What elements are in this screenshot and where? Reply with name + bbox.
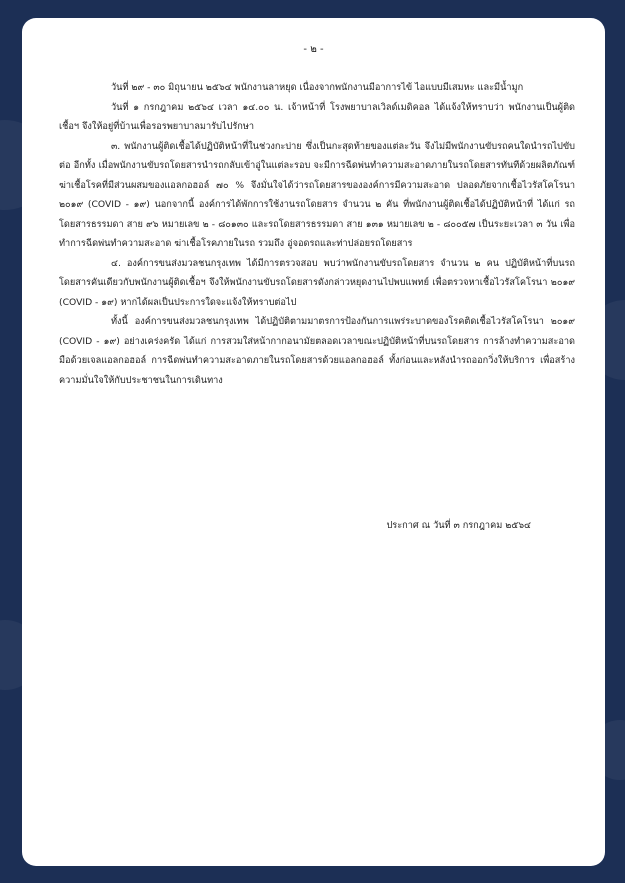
announcement-date: ประกาศ ณ วันที่ ๓ กรกฎาคม ๒๕๖๔ <box>386 520 531 531</box>
paragraph-1: วันที่ ๒๙ - ๓๐ มิถุนายน ๒๕๖๔ พนักงานลาหยุด เนื่องจากพนักงานมีอาการไข้ ไอแบบมีเสมหะ และมีน้ำมูก <box>111 82 524 93</box>
document-body <box>59 78 575 390</box>
page-number: - ๒ - <box>303 44 324 55</box>
paragraph-2: วันที่ ๑ กรกฎาคม ๒๕๖๔ เวลา ๑๔.๐๐ น. เจ้าหน้าที่ โรงพยาบาลเวิลด์เมดิคอล ได้แจ้งให้ทราบว่า พนักงานเป็นผู้ติดเชื้อฯ จึงให้อยู่ที่บ้านเพื่อรอรพยาบาลมารับไปรักษา <box>59 101 575 132</box>
document-page <box>22 18 605 866</box>
paragraph-5: ทั้งนี้ องค์การขนส่งมวลชนกรุงเทพ ได้ปฏิบัติตามมาตรการป้องกันการแพร่ระบาดของโรคติดเชื้อไวรัสโคโรนา ๒๐๑๙ (COVID - ๑๙) อย่างเคร่งครัด ได้แก่ การสวมใส่หน้ากากอนามัยตลอดเวลาขณะปฏิบัติหน้าที่บนรถโดยสาร การล้างทำความสะอาดมือด้วยเจลแอลกอฮอล์ การฉีดพ่นทำความสะอาดภายในรถโดยสารด้วยแอลกอฮอล์ ทั้งก่อนและหลังนำรถออกวิ่งให้บริการ เพื่อสร้างความมั่นใจให้กับประชาชนในการเดินทาง <box>59 316 575 386</box>
paragraph-3: ๓. พนักงานผู้ติดเชื้อได้ปฏิบัติหน้าที่ในช่วงกะบ่าย ซึ่งเป็นกะสุดท้ายของแต่ละวัน จึงไม่มีพนักงานขับรถคนใดนำรถไปขับต่อ อีกทั้ง เมื่อพนักงานขับรถโดยสารนำรถกลับเข้าอู่ในแต่ละรอบ จะมีการฉีดพ่นทำความสะอาดภายในรถโดยสารทันทีด้วยผลิตภัณฑ์ฆ่าเชื้อโรคที่มีส่วนผสมของแอลกอฮอล์ ๗๐ % จึงมั่นใจได้ว่ารถโดยสารขององค์การมีความสะอาด ปลอดภัยจากเชื้อไวรัสโคโรนา ๒๐๑๙ (COVID - ๑๙) นอกจากนี้ องค์การได้พักการใช้งานรถโดยสาร จำนวน ๒ คัน ที่พนักงานผู้ติดเชื้อได้ปฏิบัติหน้าที่ ได้แก่ รถโดยสารธรรมดา สาย ๙๖ หมายเลข ๒ - ๘๐๑๓๐ และรถโดยสารธรรมดา สาย ๑๓๑ หมายเลข ๒ - ๘๐๐๕๗ เป็นระยะเวลา ๓ วัน เพื่อทำการฉีดพ่นทำความสะอาด ฆ่าเชื้อโรคภายในรถ รวมถึง อู่จอดรถและท่าปล่อยรถโดยสาร <box>59 140 575 249</box>
paragraph-4: ๔. องค์การขนส่งมวลชนกรุงเทพ ได้มีการตรวจสอบ พบว่าพนักงานขับรถโดยสาร จำนวน ๒ คน ปฏิบัติหน้าที่บนรถโดยสารคันเดียวกับพนักงานผู้ติดเชื้อฯ จึงให้พนักงานขับรถโดยสารดังกล่าวหยุดงานไปพบแพทย์ เพื่อตรวจหาเชื้อไวรัสโคโรนา ๒๐๑๙ (COVID - ๑๙) หากได้ผลเป็นประการใดจะแจ้งให้ทราบต่อไป <box>59 257 575 308</box>
